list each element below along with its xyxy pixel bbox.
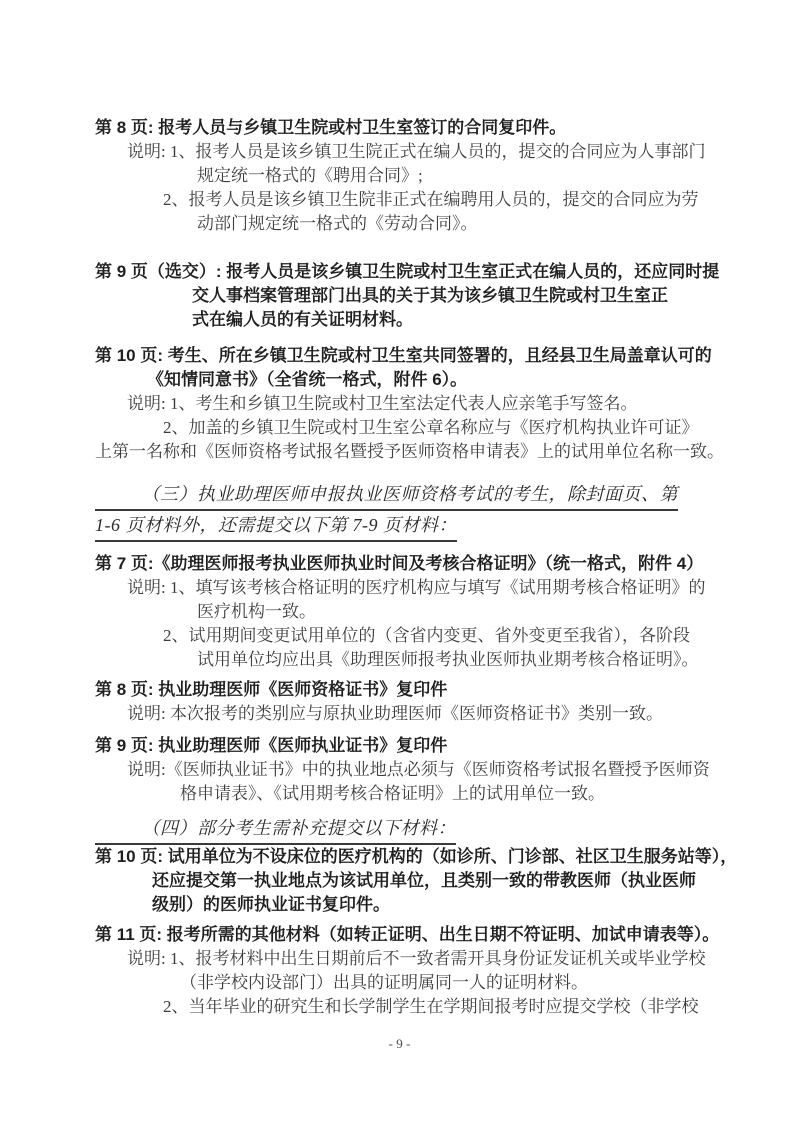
page-item-heading: 第 8 页: 报考人员与乡镇卫生院或村卫生室签订的合同复印件。 [95, 118, 567, 137]
note-continuation: 格申请表》、《试用期考核合格证明》上的试用单位一致。 [180, 784, 605, 803]
page-item-heading: 第 9 页（选交）: 报考人员是该乡镇卫生院或村卫生室正式在编人员的，还应同时提 [95, 262, 720, 281]
note-line: 2、报考人员是该乡镇卫生院非正式在编聘用人员的，提交的合同应为劳 [163, 190, 699, 209]
heading-continuation: 交人事档案管理部门出具的关于其为该乡镇卫生院或村卫生室正 [192, 286, 668, 305]
note-continuation: 动部门规定统一格式的《劳动合同》。 [197, 214, 478, 233]
page-item-heading: 第 9 页: 执业助理医师《医师执业证书》复印件 [95, 736, 448, 755]
item-page9-practice-cert [95, 734, 710, 806]
note-line: 说明:《医师执业证书》中的执业地点必须与《医师资格考试报名暨授予医师资 [127, 760, 710, 779]
underlined-text: 1-6 页材料外，还需提交以下第 7-9 页材料： [95, 511, 457, 542]
note-line: 说明: 1、考生和乡镇卫生院或村卫生室法定代表人应亲笔手写签名。 [127, 394, 638, 413]
page-item-heading: 第 11 页: 报考所需的其他材料（如转正证明、出生日期不符证明、加试申请表等）。 [95, 925, 720, 944]
heading-continuation: 级别）的医师执业证书复印件。 [152, 895, 390, 914]
section-heading-3 [95, 480, 704, 542]
page-item-heading: 第 10 页: 考生、所在乡镇卫生院或村卫生室共同签署的，且经县卫生局盖章认可的 [95, 346, 712, 365]
page-item-heading: 第 8 页: 执业助理医师《医师资格证书》复印件 [95, 680, 448, 699]
note-continuation: （非学校内设部门）出具的证明属同一人的证明材料。 [180, 973, 588, 992]
note-continuation: 上第一名称和《医师资格考试报名暨授予医师资格申请表》上的试用单位名称一致。 [95, 442, 724, 461]
page-item-heading: 第 10 页: 试用单位为不设床位的医疗机构的（如诊所、门诊部、社区卫生服务站等）， [95, 847, 738, 866]
note-line: 2、当年毕业的研究生和长学制学生在学期间报考时应提交学校（非学校 [163, 997, 699, 1016]
underlined-text: （三）执业助理医师申报执业医师资格考试的考生，除封面页、第 [95, 480, 678, 511]
note-line: 说明: 1、报考材料中出生日期前后不一致者需开具身份证发证机关或毕业学校 [127, 949, 706, 968]
note-continuation: 规定统一格式的《聘用合同》; [197, 166, 423, 185]
page-number: - 9 - [388, 1036, 411, 1051]
section-heading-4 [95, 814, 704, 845]
item-page8-contract [95, 116, 704, 236]
item-page11-other-materials [95, 923, 720, 1019]
heading-continuation: 式在编人员的有关证明材料。 [192, 310, 413, 329]
heading-continuation: 还应提交第一执业地点为该试用单位，且类别一致的带教医师（执业医师 [152, 871, 696, 890]
item-page8-qualification-cert [95, 678, 704, 726]
item-page10-supplement [95, 845, 738, 917]
note-line: 说明: 1、报考人员是该乡镇卫生院正式在编人员的，提交的合同应为人事部门 [127, 142, 706, 161]
note-continuation: 试用单位均应出具《助理医师报考执业医师执业期考核合格证明》。 [197, 650, 699, 669]
item-page7-assistant-cert [95, 552, 704, 672]
note-line: 2、试用期间变更试用单位的（含省内变更、省外变更至我省），各阶段 [163, 626, 690, 645]
item-page9-optional [95, 260, 720, 332]
note-line: 2、加盖的乡镇卫生院或村卫生室公章名称应与《医疗机构执业许可证》 [163, 418, 699, 437]
note-line: 说明: 本次报考的类别应与原执业助理医师《医师资格证书》类别一致。 [127, 704, 663, 723]
section-heading-line [95, 814, 704, 845]
section-heading-line [95, 480, 704, 511]
item-page10-consent [95, 344, 724, 464]
note-continuation: 医疗机构一致。 [197, 602, 316, 621]
note-line: 说明: 1、填写该考核合格证明的医疗机构应与填写《试用期考核合格证明》的 [127, 578, 706, 597]
page-item-heading: 第 7 页:《助理医师报考执业医师执业时间及考核合格证明》（统一格式，附件 4） [95, 554, 704, 573]
underlined-text: （四）部分考生需补充提交以下材料： [95, 814, 456, 845]
section-heading-line [95, 511, 704, 542]
heading-continuation: 《知情同意书》（全省统一格式，附件 6）。 [147, 370, 468, 389]
